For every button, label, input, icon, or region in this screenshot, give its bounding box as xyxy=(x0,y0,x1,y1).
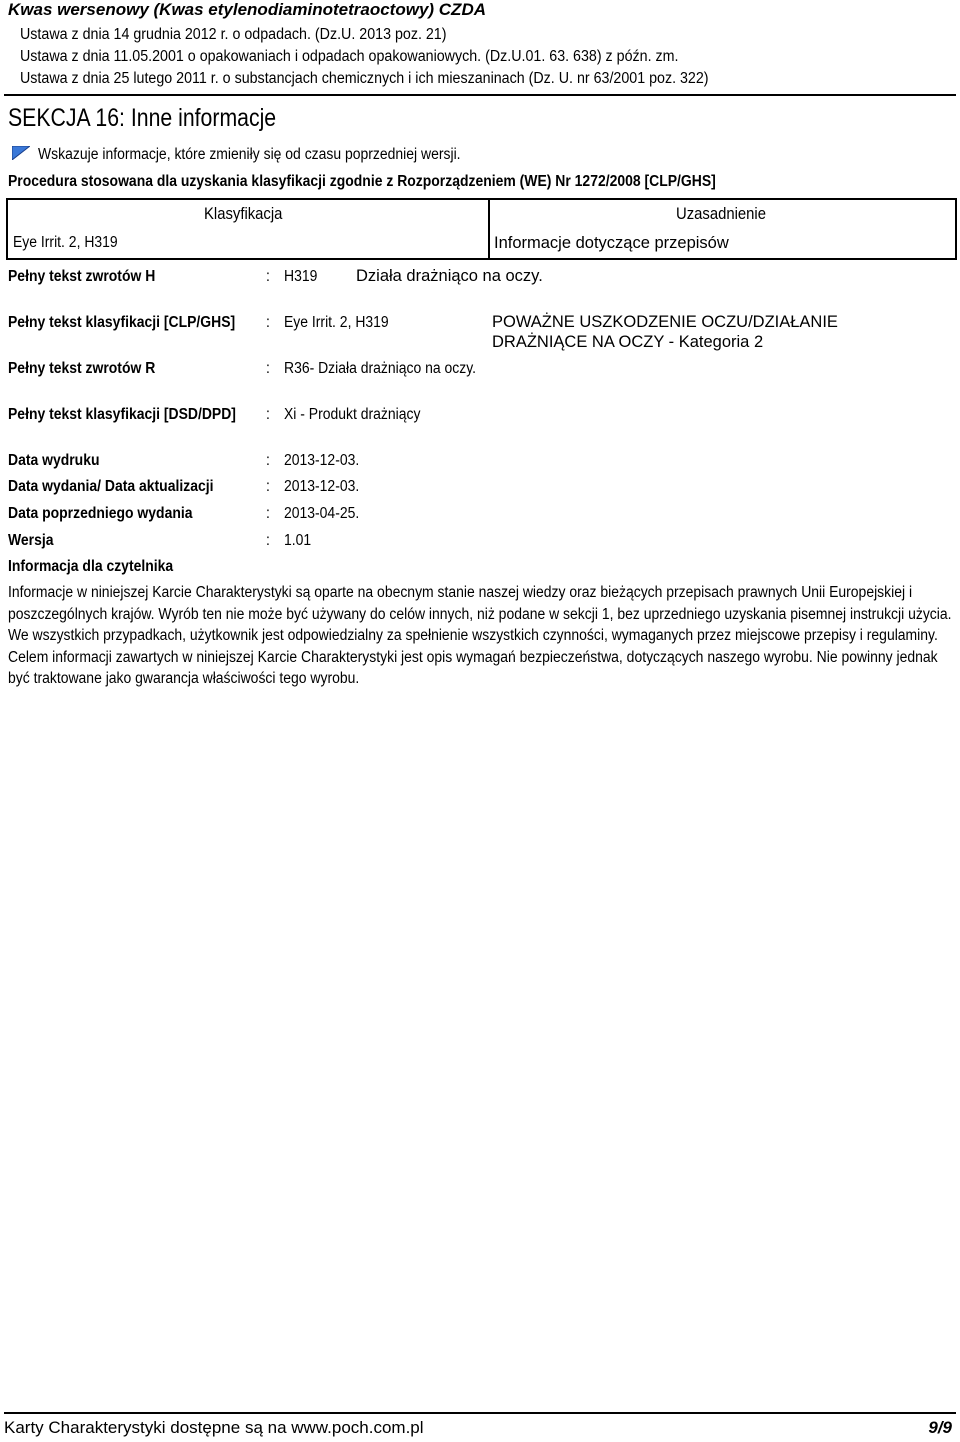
colon: : xyxy=(266,452,270,469)
section-title: SEKCJA 16: Inne informacje xyxy=(8,104,277,132)
reader-info-heading: Informacja dla czytelnika xyxy=(8,558,174,575)
regulation-line: Ustawa z dnia 11.05.2001 o opakowaniach i odpadach opakowaniowych. (Dz.U.01. 63. 638) z późn. zm. xyxy=(20,48,679,65)
h-phrases-label: Pełny tekst zwrotów H xyxy=(8,268,156,285)
dsd-class-text: Xi - Produkt drażniący xyxy=(284,406,421,423)
footer-divider xyxy=(4,1412,956,1414)
header-cell-justification: Uzasadnienie xyxy=(489,199,956,230)
change-note: Wskazuje informacje, które zmieniły się od czasu poprzedniej wersji. xyxy=(38,146,461,163)
table-row xyxy=(7,230,956,259)
colon: : xyxy=(266,360,270,377)
table-header-row xyxy=(7,199,956,230)
h-phrase-code: H319 xyxy=(284,268,318,285)
issue-date-value: 2013-12-03. xyxy=(284,478,360,495)
footer-website-note: Karty Charakterystyki dostępne są na www.poch.com.pl xyxy=(4,1418,424,1437)
colon: : xyxy=(266,478,270,495)
r-phrases-label: Pełny tekst zwrotów R xyxy=(8,360,156,377)
r-phrase-text: R36- Działa drażniąco na oczy. xyxy=(284,360,477,377)
header-cell-classification: Klasyfikacja xyxy=(7,199,489,230)
clp-class-text: DRAŻNIĄCE NA OCZY - Kategoria 2 xyxy=(492,333,764,351)
print-date-label: Data wydruku xyxy=(8,452,100,469)
h-phrase-text: Działa drażniąco na oczy. xyxy=(356,267,543,285)
change-marker-icon xyxy=(12,146,30,160)
procedure-heading: Procedura stosowana dla uzyskania klasyfikacji zgodnie z Rozporządzeniem (WE) Nr 1272/2008 [CLP/GHS] xyxy=(8,173,716,190)
print-date-value: 2013-12-03. xyxy=(284,452,360,469)
justification-cell: Informacje dotyczące przepisów xyxy=(489,230,956,259)
version-label: Wersja xyxy=(8,532,54,549)
regulation-line: Ustawa z dnia 25 lutego 2011 r. o substancjach chemicznych i ich mieszaninach (Dz. U. nr 63/2001 poz. 322) xyxy=(20,70,709,87)
colon: : xyxy=(266,268,270,285)
version-value: 1.01 xyxy=(284,532,312,549)
colon: : xyxy=(266,406,270,423)
previous-date-value: 2013-04-25. xyxy=(284,505,360,522)
colon: : xyxy=(266,314,270,331)
document-title: Kwas wersenowy (Kwas etylenodiaminotetraoctowy) CZDA xyxy=(8,0,486,19)
regulation-line: Ustawa z dnia 14 grudnia 2012 r. o odpadach. (Dz.U. 2013 poz. 21) xyxy=(20,26,447,43)
colon: : xyxy=(266,532,270,549)
issue-date-label: Data wydania/ Data aktualizacji xyxy=(8,478,214,495)
dsd-classes-label: Pełny tekst klasyfikacji [DSD/DPD] xyxy=(8,406,236,423)
classification-table xyxy=(6,198,957,260)
classification-cell: Eye Irrit. 2, H319 xyxy=(7,230,489,259)
clp-class-text: POWAŻNE USZKODZENIE OCZU/DZIAŁANIE xyxy=(492,313,838,331)
colon: : xyxy=(266,505,270,522)
clp-class-code: Eye Irrit. 2, H319 xyxy=(284,314,389,331)
previous-date-label: Data poprzedniego wydania xyxy=(8,505,193,522)
reader-info-body: Informacje w niniejszej Karcie Charakterystyki są oparte na obecnym stanie naszej wiedzy oraz bieżących przepisach prawnych Unii Europejskiej i poszczególnych krajów. Wyrób ten nie może być używany do celów innych, niż podane w sekcji 1, bez uprzedniego uzyskania pisemnej instrukcji użycia. We wszystkich przypadkach, użytkownik jest odpowiedzialny za spełnienie wszystkich czynności, wymaganych przez miejscowe przepisy i regulaminy. Celem informacji zawartych w niniejszej Karcie Charakterystyki jest opis wymagań bezpieczeństwa, dotyczących naszego wyrobu. Nie powinny jednak być traktowane jako gwarancja właściwości tego wyrobu. xyxy=(8,584,952,688)
page-number: 9/9 xyxy=(928,1418,952,1437)
clp-classes-label: Pełny tekst klasyfikacji [CLP/GHS] xyxy=(8,314,236,331)
header-divider xyxy=(4,94,956,96)
